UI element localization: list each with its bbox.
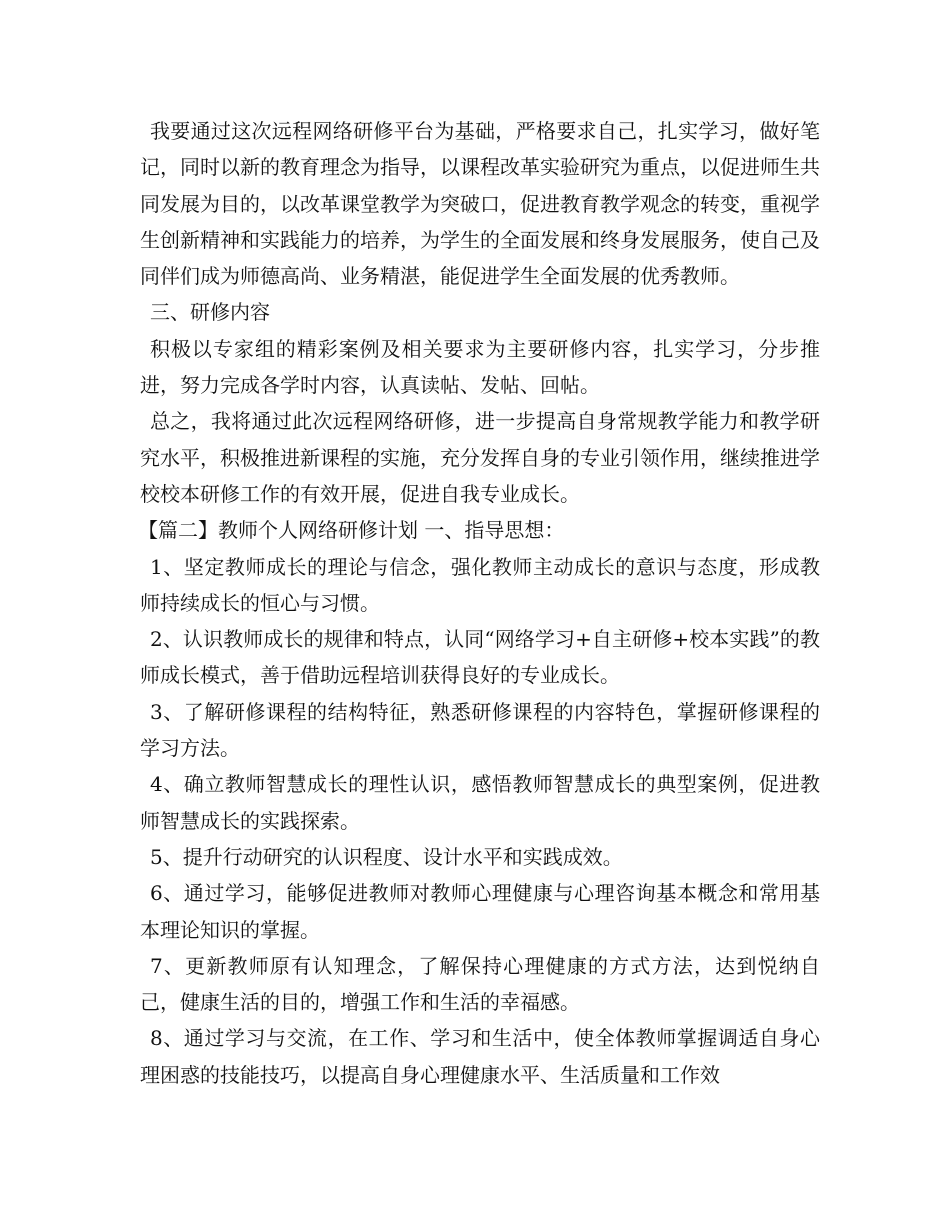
list-item: 7、更新教师原有认知理念，了解保持心理健康的方式方法，达到悦纳自己，健康生活的目的，增强工作和生活的幸福感。 <box>140 953 820 1015</box>
document-body <box>140 113 820 1093</box>
list-item: 3、了解研修课程的结构特征，熟悉研修课程的内容特色，掌握研修课程的学习方法。 <box>140 699 820 761</box>
list-item: 8、通过学习与交流，在工作、学习和生活中，使全体教师掌握调适自身心理困惑的技能技巧，以提高自身心理健康水平、生活质量和工作效 <box>140 1026 820 1087</box>
paragraph-goal: 我要通过这次远程网络研修平台为基础，严格要求自己，扎实学习，做好笔记，同时以新的教育理念为指导，以课程改革实验研究为重点，以促进师生共同发展为目的，以改革课堂教学为突破口，促进教育教学观念的转变，重视学生创新精神和实践能力的培养，为学生的全面发展和终身发展服务，使自己及同伴们成为师德高尚、业务精湛，能促进学生全面发展的优秀教师。 <box>140 119 820 289</box>
list-item: 1、坚定教师成长的理论与信念，强化教师主动成长的意识与态度，形成教师持续成长的恒心与习惯。 <box>140 554 820 615</box>
heading-part-two: 【篇二】教师个人网络研修计划 一、指导思想： <box>138 518 565 543</box>
list-item: 5、提升行动研究的认识程度、设计水平和实践成效。 <box>150 844 623 869</box>
paragraph-summary: 总之，我将通过此次远程网络研修，进一步提高自身常规教学能力和教学研究水平，积极推进新课程的实施，充分发挥自身的专业引领作用，继续推进学校校本研修工作的有效开展，促进自我专业成长。 <box>140 409 820 506</box>
heading-research-content: 三、研修内容 <box>150 300 270 325</box>
paragraph-research-content: 积极以专家组的精彩案例及相关要求为主要研修内容，扎实学习，分步推进，努力完成各学时内容，认真读帖、发帖、回帖。 <box>140 336 820 398</box>
list-item: 6、通过学习，能够促进教师对教师心理健康与心理咨询基本概念和常用基本理论知识的掌握。 <box>140 881 820 942</box>
list-item: 4、确立教师智慧成长的理性认识，感悟教师智慧成长的典型案例，促进教师智慧成长的实践探索。 <box>140 772 820 833</box>
list-item: 2、认识教师成长的规律和特点，认同“网络学习+自主研修+校本实践”的教师成长模式，善于借助远程培训获得良好的专业成长。 <box>140 627 820 688</box>
